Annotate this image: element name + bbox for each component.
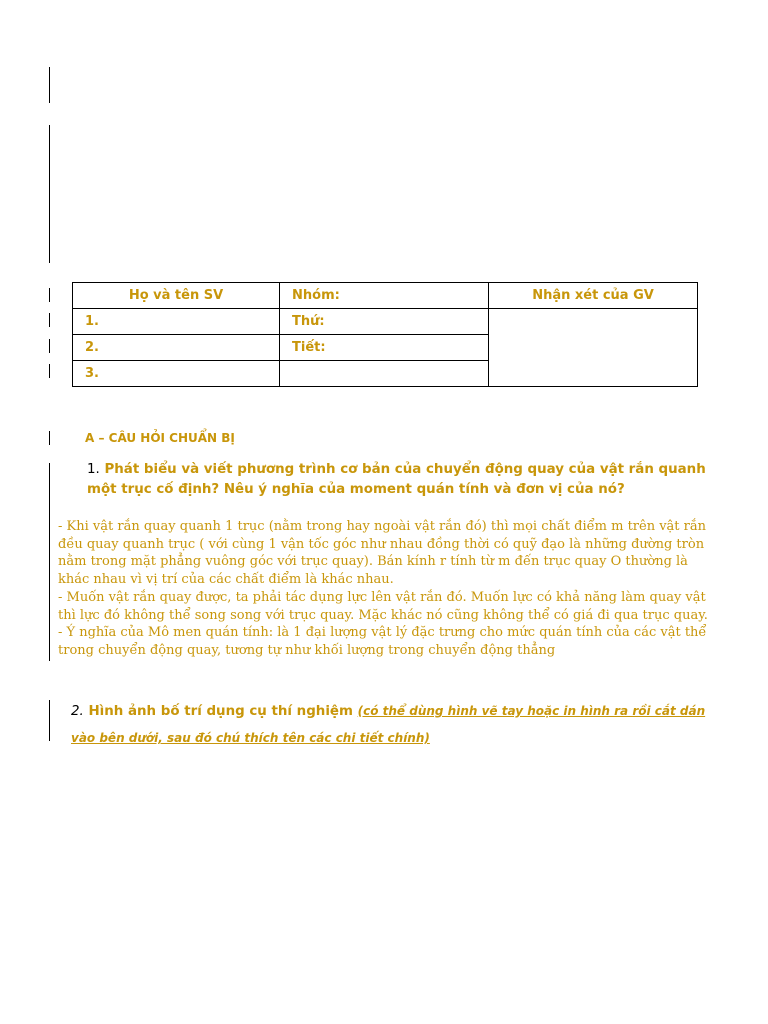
teacher-comment-cell[interactable] bbox=[489, 309, 698, 387]
group-header: Nhóm: bbox=[280, 283, 489, 309]
margin-bar bbox=[49, 364, 50, 378]
question-2-number: 2. bbox=[71, 704, 84, 719]
margin-bar bbox=[49, 67, 50, 103]
margin-bar bbox=[49, 313, 50, 327]
empty-cell[interactable] bbox=[280, 361, 489, 387]
period-cell[interactable]: Tiết: bbox=[280, 335, 489, 361]
student-info-table bbox=[72, 282, 698, 387]
section-a-title: A – CÂU HỎI CHUẨN BỊ bbox=[85, 431, 235, 445]
margin-bar bbox=[49, 339, 50, 353]
answer-paragraph: - Muốn vật rắn quay được, ta phải tác dụng lực lên vật rắn đó. Muốn lực có khả năng làm quay vật thì lực đó không thể song song với trục quay. Mặc khác nó cũng không thể có giá đi qua trục quay. bbox=[58, 589, 708, 623]
question-1 bbox=[87, 460, 727, 500]
answer-paragraph: - Ý nghĩa của Mô men quán tính: là 1 đại lượng vật lý đặc trưng cho mức quán tính của các vật thể trong chuyển động quay, tương tự như khối lượng trong chuyển động thẳng bbox=[58, 625, 707, 658]
margin-bar bbox=[49, 700, 50, 741]
margin-bar bbox=[49, 125, 50, 263]
margin-bar bbox=[49, 288, 50, 302]
student-name-cell[interactable]: 1. bbox=[73, 309, 280, 335]
answer-1 bbox=[58, 518, 708, 660]
margin-bar bbox=[49, 431, 50, 445]
question-1-text: Phát biểu và viết phương trình cơ bản của chuyển động quay của vật rắn quanh một trục cố định? Nêu ý nghĩa của moment quán tính và đơn vị của nó? bbox=[87, 462, 706, 497]
margin-bar bbox=[49, 463, 50, 661]
table-header-row bbox=[73, 283, 698, 309]
question-1-number: 1. bbox=[87, 462, 100, 477]
student-name-cell[interactable]: 3. bbox=[73, 361, 280, 387]
table-row bbox=[73, 309, 698, 335]
question-2 bbox=[71, 698, 711, 752]
answer-paragraph: - Khi vật rắn quay quanh 1 trục (nằm trong hay ngoài vật rắn đó) thì mọi chất điểm m trên vật rắn đều quay quanh trục ( với cùng 1 vận tốc góc như nhau đồng thời có quỹ đạo là những đường tròn nằm trong mặt phẳng vuông góc với trục quay). Bán kính r tính từ m đến trục quay O thường là khác nhau vì vị trí của các chất điểm là khác nhau. bbox=[58, 519, 707, 588]
question-2-text: Hình ảnh bố trí dụng cụ thí nghiệm bbox=[88, 704, 353, 719]
student-name-cell[interactable]: 2. bbox=[73, 335, 280, 361]
student-name-header: Họ và tên SV bbox=[73, 283, 280, 309]
question-2-note: (có thể dùng hình vẽ tay hoặc in hình ra rồi cắt dán vào bên dưới, sau đó chú thích tên các chi tiết chính) bbox=[71, 704, 706, 745]
teacher-comment-header: Nhận xét của GV bbox=[489, 283, 698, 309]
day-cell[interactable]: Thứ: bbox=[280, 309, 489, 335]
